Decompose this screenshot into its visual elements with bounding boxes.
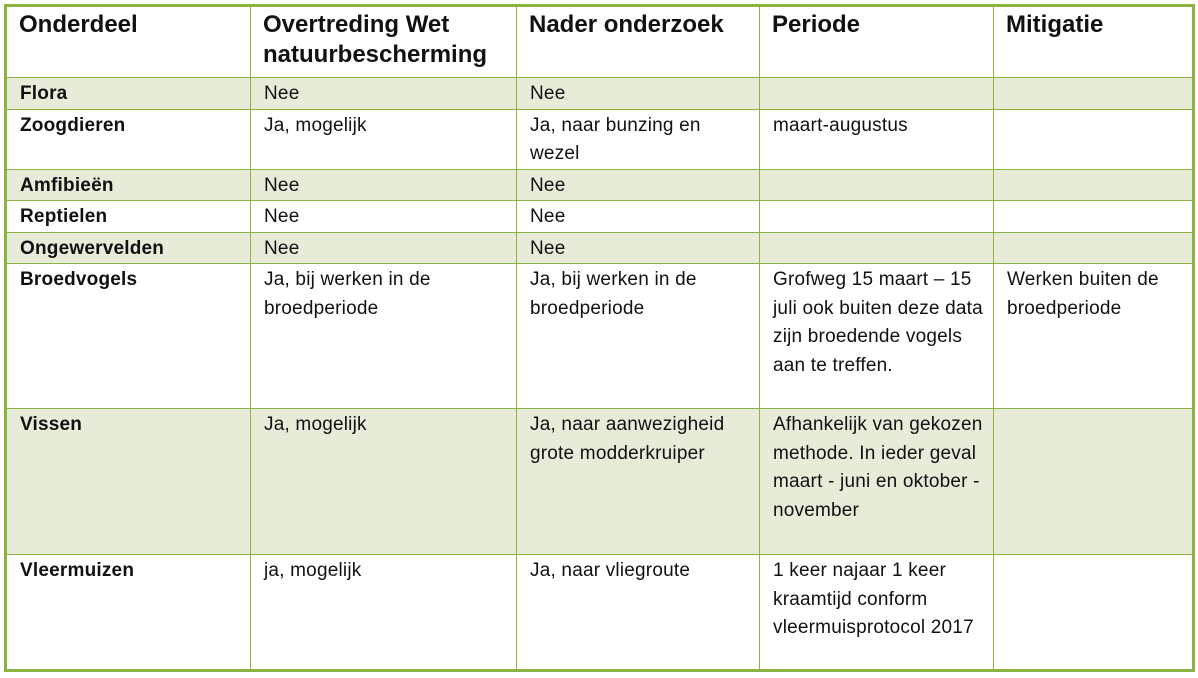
table-row [6, 409, 1194, 555]
cell-nader-onderzoek: Nee [517, 78, 760, 110]
cell-nader-onderzoek: Nee [517, 169, 760, 201]
cell-periode [760, 201, 994, 233]
cell-nader-onderzoek: Ja, naar aanwezigheid grote modderkruiper [517, 409, 760, 555]
table-row [6, 264, 1194, 409]
cell-mitigatie [994, 555, 1194, 671]
cell-nader-onderzoek: Nee [517, 232, 760, 264]
cell-overtreding: Nee [251, 169, 517, 201]
header-overtreding: Overtreding Wet natuurbescherming [251, 6, 517, 78]
row-label: Vleermuizen [6, 555, 251, 671]
row-label: Broedvogels [6, 264, 251, 409]
cell-periode: Grofweg 15 maart – 15 juli ook buiten deze data zijn broedende vogels aan te treffen. [760, 264, 994, 409]
species-assessment-table [4, 4, 1195, 672]
cell-overtreding: Ja, bij werken in de broedperiode [251, 264, 517, 409]
cell-periode [760, 169, 994, 201]
cell-nader-onderzoek: Ja, bij werken in de broedperiode [517, 264, 760, 409]
cell-nader-onderzoek: Ja, naar vliegroute [517, 555, 760, 671]
row-label: Vissen [6, 409, 251, 555]
cell-overtreding: Nee [251, 201, 517, 233]
cell-overtreding: Nee [251, 78, 517, 110]
table-row [6, 232, 1194, 264]
cell-periode: maart-augustus [760, 109, 994, 169]
cell-periode [760, 232, 994, 264]
row-label: Flora [6, 78, 251, 110]
cell-mitigatie [994, 232, 1194, 264]
cell-overtreding: ja, mogelijk [251, 555, 517, 671]
table-row [6, 555, 1194, 671]
cell-mitigatie [994, 201, 1194, 233]
cell-overtreding: Ja, mogelijk [251, 409, 517, 555]
cell-nader-onderzoek: Nee [517, 201, 760, 233]
table-header [6, 6, 1194, 78]
row-label: Amfibieën [6, 169, 251, 201]
table-row [6, 78, 1194, 110]
row-label: Reptielen [6, 201, 251, 233]
cell-periode: 1 keer najaar 1 keer kraamtijd conform vleermuisprotocol 2017 [760, 555, 994, 671]
header-onderdeel: Onderdeel [6, 6, 251, 78]
header-mitigatie: Mitigatie [994, 6, 1194, 78]
cell-mitigatie [994, 78, 1194, 110]
cell-overtreding: Ja, mogelijk [251, 109, 517, 169]
header-periode: Periode [760, 6, 994, 78]
header-nader-onderzoek: Nader onderzoek [517, 6, 760, 78]
cell-mitigatie [994, 109, 1194, 169]
cell-mitigatie [994, 409, 1194, 555]
table-row [6, 109, 1194, 169]
row-label: Zoogdieren [6, 109, 251, 169]
row-label: Ongewervelden [6, 232, 251, 264]
cell-mitigatie: Werken buiten de broedperiode [994, 264, 1194, 409]
cell-overtreding: Nee [251, 232, 517, 264]
cell-periode [760, 78, 994, 110]
cell-periode: Afhankelijk van gekozen methode. In ieder geval maart - juni en oktober - november [760, 409, 994, 555]
header-row [6, 6, 1194, 78]
cell-nader-onderzoek: Ja, naar bunzing en wezel [517, 109, 760, 169]
cell-mitigatie [994, 169, 1194, 201]
table-row [6, 201, 1194, 233]
table-row [6, 169, 1194, 201]
table-body [6, 78, 1194, 671]
